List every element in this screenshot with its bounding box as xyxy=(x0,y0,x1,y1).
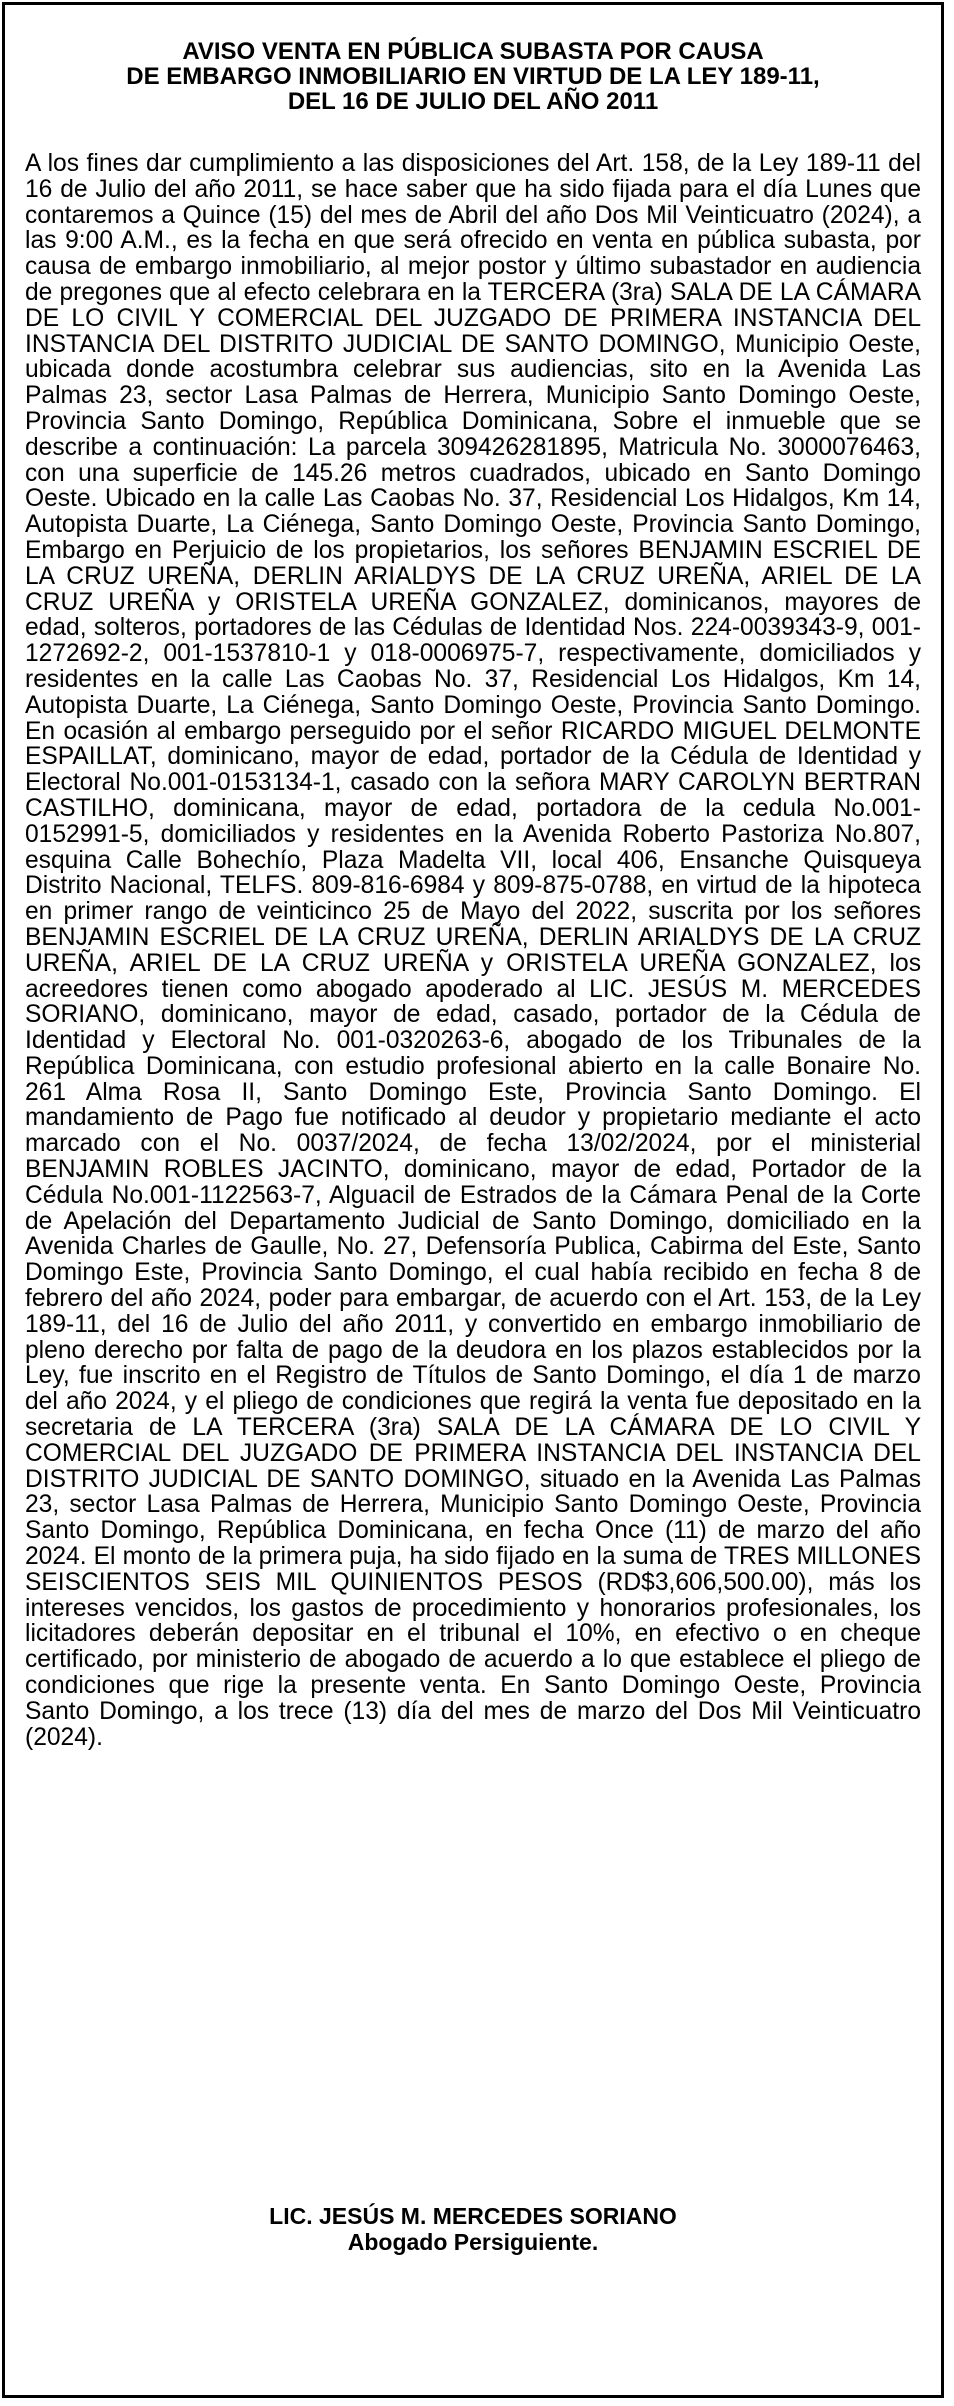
signature-name: LIC. JESÚS M. MERCEDES SORIANO xyxy=(269,2203,677,2229)
signature-role: Abogado Persiguiente. xyxy=(347,2229,599,2255)
notice-title xyxy=(5,39,941,114)
notice-title-line-1: AVISO VENTA EN PÚBLICA SUBASTA POR CAUSA xyxy=(182,38,764,65)
signature-block xyxy=(5,2203,941,2255)
notice-title-line-3: DEL 16 DE JULIO DEL AÑO 2011 xyxy=(287,88,659,115)
notice-body: A los fines dar cumplimiento a las disposiciones del Art. 158, de la Ley 189-11 del 16 de Julio del año 2011, se hace saber que ha sido fijada para el día Lunes que contaremos a Quince (15) del mes de Abril del año Dos Mil Veinticuatro (2024), a las 9:00 A.M., es la fecha en que será ofrecido en venta en pública subasta, por causa de embargo inmobiliario, al mejor postor y último subastador en audiencia de pregones que al efecto celebrara en la TERCERA (3ra) SALA DE LA CÁMARA DE LO CIVIL Y COMERCIAL DEL JUZGADO DE PRIMERA INSTANCIA DEL INSTANCIA DEL DISTRITO JUDICIAL DE SANTO DOMINGO, Municipio Oeste, ubicada donde acostumbra celebrar sus audiencias, sito en la Avenida Las Palmas 23, sector Lasa Palmas de Herrera, Municipio Santo Domingo Oeste, Provincia Santo Domingo, República Dominicana, Sobre el inmueble que se describe a continuación: La parcela 309426281895, Matricula No. 3000076463, con una superficie de 145.26 metros cuadrados, ubicado en Santo Domingo Oeste. Ubicado en la calle Las Caobas No. 37, Residencial Los Hidalgos, Km 14, Autopista Duarte, La Ciénega, Santo Domingo Oeste, Provincia Santo Domingo, Embargo en Perjuicio de los propietarios, los señores BENJAMIN ESCRIEL DE LA CRUZ UREÑA, DERLIN ARIALDYS DE LA CRUZ UREÑA, ARIEL DE LA CRUZ UREÑA y ORISTELA UREÑA GONZALEZ, dominicanos, mayores de edad, solteros, portadores de las Cédulas de Identidad Nos. 224-0039343-9, 001-1272692-2, 001-1537810-1 y 018-0006975-7, respectivamente, domiciliados y residentes en la calle Las Caobas No. 37, Residencial Los Hidalgos, Km 14, Autopista Duarte, La Ciénega, Santo Domingo Oeste, Provincia Santo Domingo. En ocasión al embargo perseguido por el señor RICARDO MIGUEL DELMONTE ESPAILLAT, dominicano, mayor de edad, portador de la Cédula de Identidad y Electoral No.001-0153134-1, casado con la señora MARY CAROLYN BERTRAN CASTILHO, dominicana, mayor de edad, portadora de la cedula No.001-0152991-5, domiciliados y residentes en la Avenida Roberto Pastoriza No.807, esquina Calle Bohechío, Plaza Madelta VII, local 406, Ensanche Quisqueya Distrito Nacional, TELFS. 809-816-6984 y 809-875-0788, en virtud de la hipoteca en primer rango de veinticinco 25 de Mayo del 2022, suscrita por los señores BENJAMIN ESCRIEL DE LA CRUZ UREÑA, DERLIN ARIALDYS DE LA CRUZ UREÑA, ARIEL DE LA CRUZ UREÑA y ORISTELA UREÑA GONZALEZ, los acreedores tienen como abogado apoderado al LIC. JESÚS M. MERCEDES SORIANO, dominicano, mayor de edad, casado, portador de la Cédula de Identidad y Electoral No. 001-0320263-6, abogado de los Tribunales de la República Dominicana, con estudio profesional abierto en la calle Bonaire No. 261 Alma Rosa II, Santo Domingo Este, Provincia Santo Domingo. El mandamiento de Pago fue notificado al deudor y propietario mediante el acto marcado con el No. 0037/2024, de fecha 13/02/2024, por el ministerial BENJAMIN ROBLES JACINTO, dominicano, mayor de edad, Portador de la Cédula No.001-1122563-7, Alguacil de Estrados de la Cámara Penal de la Corte de Apelación del Departamento Judicial de Santo Domingo, domiciliado en la Avenida Charles de Gaulle, No. 27, Defensoría Publica, Cabirma del Este, Santo Domingo Este, Provincia Santo Domingo, el cual había recibido en fecha 8 de febrero del año 2024, poder para embargar, de acuerdo con el Art. 153, de la Ley 189-11, del 16 de Julio del año 2011, y convertido en embargo inmobiliario de pleno derecho por falta de pago de la deudora en los plazos establecidos por la Ley, fue inscrito en el Registro de Títulos de Santo Domingo, el día 1 de marzo del año 2024, y el pliego de condiciones que regirá la venta fue depositado en la secretaria de LA TERCERA (3ra) SALA DE LA CÁMARA DE LO CIVIL Y COMERCIAL DEL JUZGADO DE PRIMERA INSTANCIA DEL INSTANCIA DEL DISTRITO JUDICIAL DE SANTO DOMINGO, situado en la Avenida Las Palmas 23, sector Lasa Palmas de Herrera, Municipio Santo Domingo Oeste, Provincia Santo Domingo, República Dominicana, en fecha Once (11) de marzo del año 2024. El monto de la primera puja, ha sido fijado en la suma de TRES MILLONES SEISCIENTOS SEIS MIL QUINIENTOS PESOS (RD$3,606,500.00), más los intereses vencidos, los gastos de procedimiento y honorarios profesionales, los licitadores deberán depositar en el tribunal el 10%, en efectivo o en cheque certificado, por ministerio de abogado de acuerdo a lo que establece el pliego de condiciones que rige la presente venta. En Santo Domingo Oeste, Provincia Santo Domingo, a los trece (13) día del mes de marzo del Dos Mil Veinticuatro (2024). xyxy=(25,150,921,1751)
legal-notice xyxy=(2,2,944,2398)
notice-title-line-2: DE EMBARGO INMOBILIARIO EN VIRTUD DE LA LEY 189-11, xyxy=(126,63,820,90)
